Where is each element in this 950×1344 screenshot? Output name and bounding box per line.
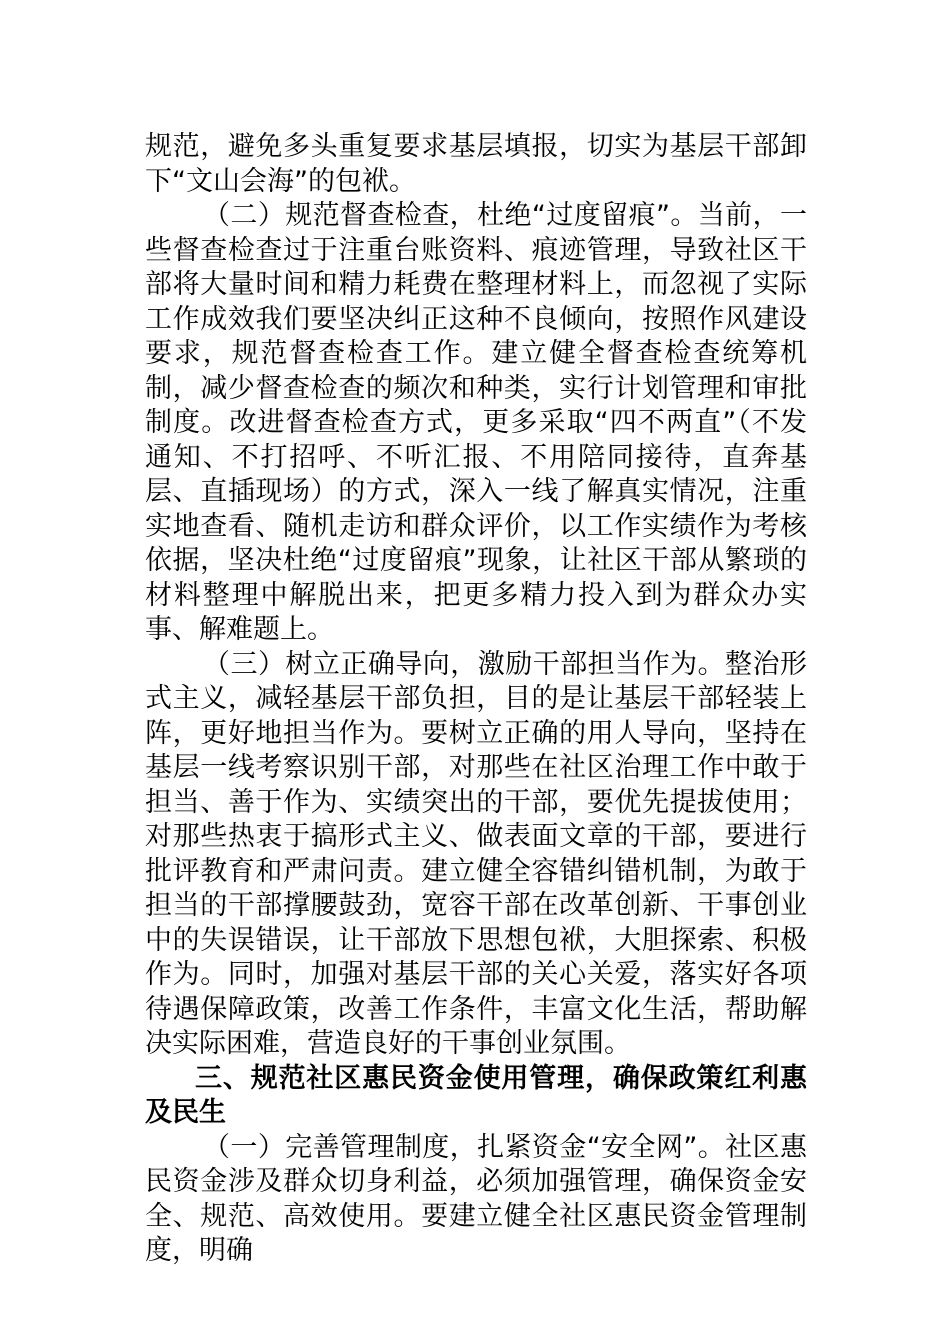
document-body — [145, 130, 807, 1269]
paragraph-continuation: 规范，避免多头重复要求基层填报，切实为基层干部卸下“文山会海”的包袱。 — [145, 131, 807, 197]
section-heading-3: 三、规范社区惠民资金使用管理，确保政策红利惠及民生 — [145, 1062, 807, 1128]
paragraph-subsection-2: （二）规范督查检查，杜绝“过度留痕”。当前，一些督查检查过于注重台账资料、痕迹管理，导致社区干部将大量时间和精力耗费在整理材料上，而忽视了实际工作成效我们要坚决纠正这种不良倾向，按照作风建设要求，规范督查检查工作。建立健全督查检查统筹机制，减少督查检查的频次和种类，实行计划管理和审批制度。改进督查检查方式，更多采取“四不两直”（不发通知、不打招呼、不听汇报、不用陪同接待，直奔基层、直插现场）的方式，深入一线了解真实情况，注重实地查看、随机走访和群众评价，以工作实绩作为考核依据，坚决杜绝“过度留痕”现象，让社区干部从繁琐的材料整理中解脱出来，把更多精力投入到为群众办实事、解难题上。 — [145, 200, 807, 645]
paragraph-subsection-1: （一）完善管理制度，扎紧资金“安全网”。社区惠民资金涉及群众切身利益，必须加强管理，确保资金安全、规范、高效使用。要建立健全社区惠民资金管理制度，明确 — [145, 1131, 807, 1266]
paragraph-subsection-3: （三）树立正确导向，激励干部担当作为。整治形式主义，减轻基层干部负担，目的是让基层干部轻装上阵，更好地担当作为。要树立正确的用人导向，坚持在基层一线考察识别干部，对那些在社区治理工作中敢于担当、善于作为、实绩突出的干部，要优先提拔使用；对那些热衷于搞形式主义、做表面文章的干部，要进行批评教育和严肃问责。建立健全容错纠错机制，为敢于担当的干部撑腰鼓劲，宽容干部在改革创新、干事创业中的失误错误，让干部放下思想包袱，大胆探索、积极作为。同时，加强对基层干部的关心关爱，落实好各项待遇保障政策，改善工作条件，丰富文化生活，帮助解决实际困难，营造良好的干事创业氛围。 — [145, 648, 807, 1059]
